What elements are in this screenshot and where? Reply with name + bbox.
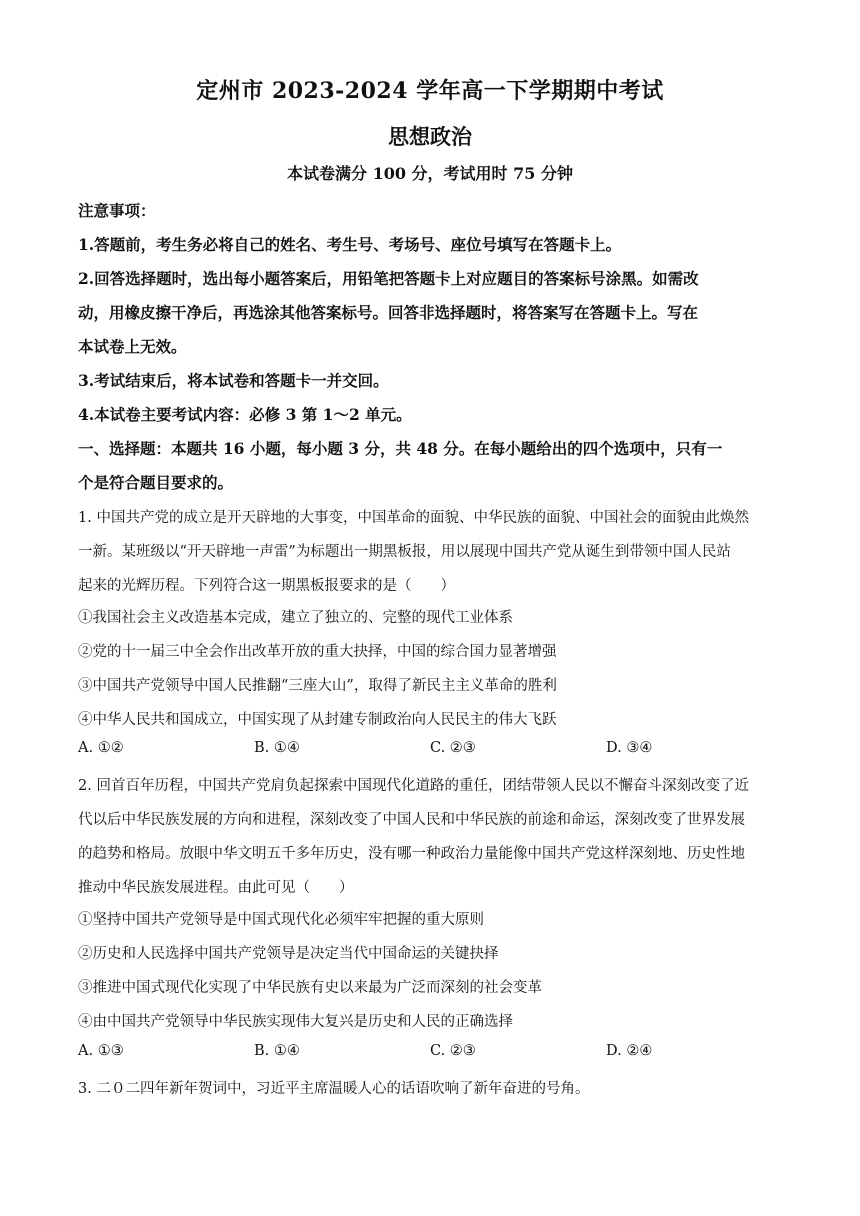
q2-option-b: B. ①④ [254, 1043, 300, 1059]
q1-option-a: A. ①② [78, 740, 124, 756]
q1-stem: 1. 中国共产党的成立是开天辟地的大事变，中国革命的面貌、中华民族的面貌、中国社会的面貌由此焕然 [78, 510, 749, 526]
q1-option-c: C. ②③ [430, 740, 476, 756]
section-heading: 个是符合题目要求的。 [78, 473, 234, 492]
notice-line: 动，用橡皮擦干净后，再选涂其他答案标号。回答非选择题时，将答案写在答题卡上。写在 [78, 303, 699, 322]
exam-title: 定州市 2023-2024 学年高一下学期期中考试 [196, 78, 664, 104]
q2-option-a: A. ①③ [78, 1043, 124, 1059]
notice-line: 3.考试结束后，将本试卷和答题卡一并交回。 [78, 371, 389, 390]
q2-option-d: D. ②④ [606, 1043, 653, 1059]
q2-item: ④由中国共产党领导中华民族实现伟大复兴是历史和人民的正确选择 [78, 1014, 513, 1030]
q1-item: ③中国共产党领导中国人民推翻“三座大山”，取得了新民主主义革命的胜利 [78, 678, 557, 694]
q2-option-c: C. ②③ [430, 1043, 476, 1059]
q3-stem: 3. 二０二四年新年贺词中，习近平主席温暖人心的话语吹响了新年奋进的号角。 [78, 1081, 590, 1097]
q1-item: ④中华人民共和国成立，中国实现了从封建专制政治向人民民主的伟大飞跃 [78, 712, 557, 728]
q2-stem: 2. 回首百年历程，中国共产党肩负起探索中国现代化道路的重任，团结带领人民以不懈奋斗深刻改变了近 [78, 778, 749, 794]
notice-line: 1.答题前，考生务必将自己的姓名、考生号、考场号、座位号填写在答题卡上。 [78, 235, 622, 254]
section-heading: 一、选择题：本题共 16 小题，每小题 3 分，共 48 分。在每小题给出的四个选项中，只有一 [78, 439, 723, 458]
notice-line: 2.回答选择题时，选出每小题答案后，用铅笔把答题卡上对应题目的答案标号涂黑。如需改 [78, 269, 699, 288]
q1-stem: 起来的光辉历程。下列符合这一期黑板报要求的是（ ） [78, 578, 455, 594]
exam-info: 本试卷满分 100 分，考试用时 75 分钟 [287, 164, 573, 183]
q2-stem: 代以后中华民族发展的方向和进程，深刻改变了中国人民和中华民族的前途和命运，深刻改变了世界发展 [78, 812, 745, 828]
subject-title: 思想政治 [388, 124, 472, 149]
q2-item: ③推进中国式现代化实现了中华民族有史以来最为广泛而深刻的社会变革 [78, 980, 542, 996]
q1-item: ②党的十一届三中全会作出改革开放的重大抉择，中国的综合国力显著增强 [78, 644, 557, 660]
q2-item: ②历史和人民选择中国共产党领导是决定当代中国命运的关键抉择 [78, 946, 499, 962]
notice-line: 4.本试卷主要考试内容：必修 3 第 1～2 单元。 [78, 405, 412, 424]
q2-stem: 推动中华民族发展进程。由此可见（ ） [78, 880, 354, 896]
q1-item: ①我国社会主义改造基本完成，建立了独立的、完整的现代工业体系 [78, 610, 513, 626]
q1-options [0, 740, 860, 760]
q2-item: ①坚持中国共产党领导是中国式现代化必须牢牢把握的重大原则 [78, 912, 484, 928]
q1-option-b: B. ①④ [254, 740, 300, 756]
q2-stem: 的趋势和格局。放眼中华文明五千多年历史，没有哪一种政治力量能像中国共产党这样深刻地、历史性地 [78, 846, 745, 862]
notice-heading: 注意事项： [78, 201, 156, 220]
q1-stem: 一新。某班级以“开天辟地一声雷”为标题出一期黑板报，用以展现中国共产党从诞生到带领中国人民站 [78, 544, 731, 560]
notice-line: 本试卷上无效。 [78, 337, 187, 356]
q1-option-d: D. ③④ [606, 740, 653, 756]
q2-options [0, 1043, 860, 1063]
